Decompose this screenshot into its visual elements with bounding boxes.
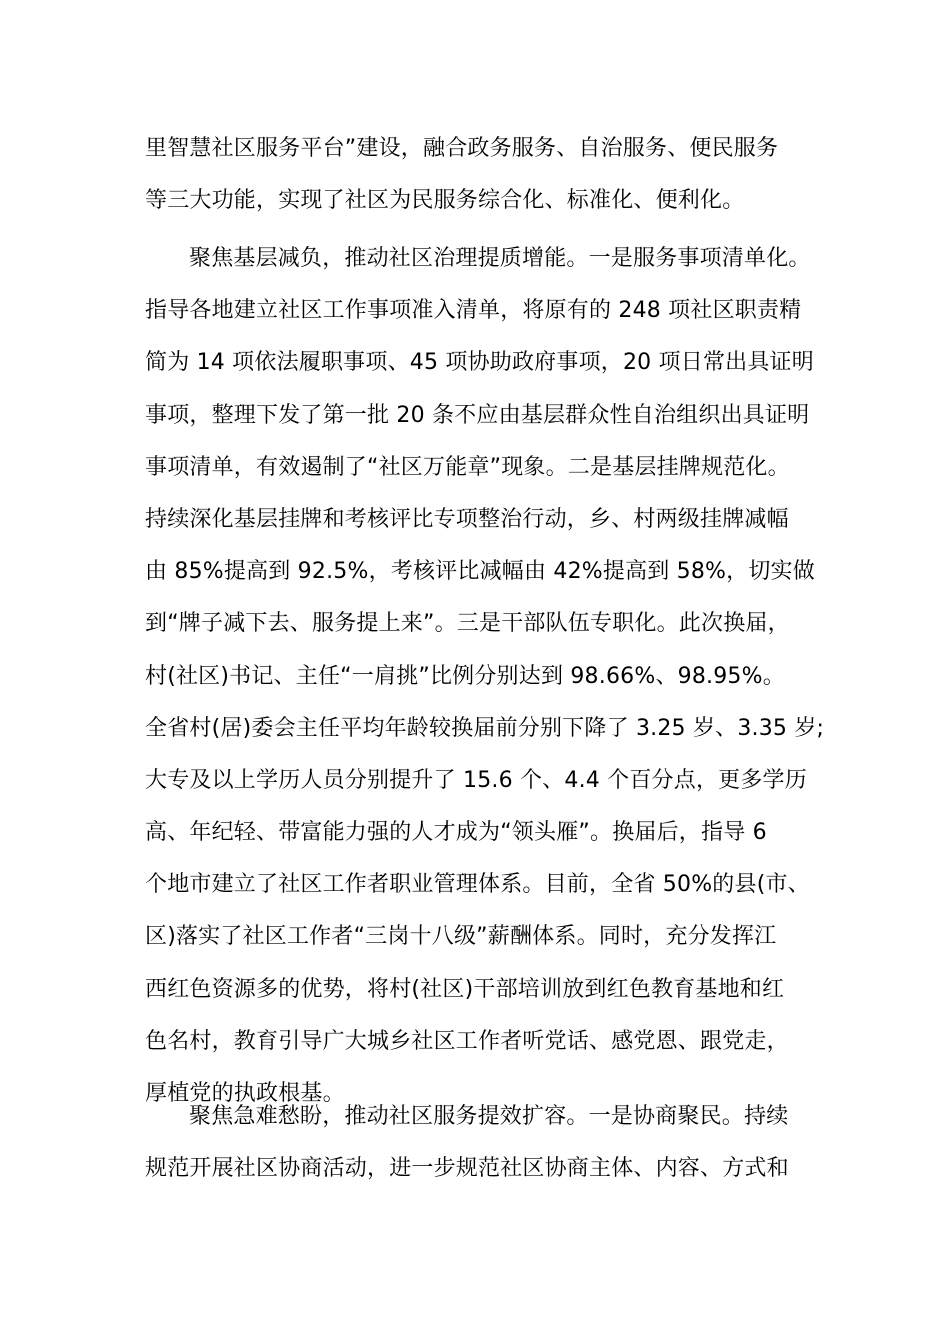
text-line: 色名村，教育引导广大城乡社区工作者听党话、感党恩、跟党走， — [145, 1028, 789, 1054]
text-line: 个地市建立了社区工作者职业管理体系。目前，全省 50%的县(市、 — [145, 872, 810, 898]
text-line: 聚焦急难愁盼，推动社区服务提效扩容。一是协商聚民。持续 — [189, 1104, 789, 1129]
text-line: 里智慧社区服务平台”建设，融合政务服务、自治服务、便民服务 — [145, 136, 779, 161]
text-line: 高、年纪轻、带富能力强的人才成为“领头雁”。换届后，指导 6 — [145, 820, 767, 846]
text-line: 村(社区)书记、主任“一肩挑”比例分别达到 98.66%、98.95%。 — [145, 663, 785, 689]
text-line: 由 85%提高到 92.5%，考核评比减幅由 42%提高到 58%，切实做 — [145, 559, 815, 585]
text-line: 厚植党的执政根基。 — [145, 1081, 345, 1106]
text-line: 大专及以上学历人员分别提升了 15.6 个、4.4 个百分点，更多学历 — [145, 767, 807, 793]
text-line: 简为 14 项依法履职事项、45 项协助政府事项，20 项日常出具证明 — [145, 350, 814, 376]
text-line: 到“牌子减下去、服务提上来”。三是干部队伍专职化。此次换届， — [145, 611, 790, 637]
text-line: 持续深化基层挂牌和考核评比专项整治行动，乡、村两级挂牌减幅 — [145, 506, 789, 532]
paragraph-3 — [145, 1091, 825, 1195]
text-line: 聚焦基层减负，推动社区治理提质增能。一是服务事项清单化。 — [189, 246, 811, 271]
text-line: 事项，整理下发了第一批 20 条不应由基层群众性自治组织出具证明 — [145, 402, 810, 428]
text-line: 事项清单，有效遏制了“社区万能章”现象。二是基层挂牌规范化。 — [145, 454, 790, 480]
text-line: 规范开展社区协商活动，进一步规范社区协商主体、内容、方式和 — [145, 1156, 789, 1182]
text-line: 指导各地建立社区工作事项准入清单，将原有的 248 项社区职责精 — [145, 298, 802, 324]
text-line: 全省村(居)委会主任平均年龄较换届前分别下降了 3.25 岁、3.35 岁; — [145, 715, 825, 741]
paragraph-1 — [145, 123, 825, 227]
text-line: 等三大功能，实现了社区为民服务综合化、标准化、便利化。 — [145, 188, 745, 214]
text-line: 西红色资源多的优势，将村(社区)干部培训放到红色教育基地和红 — [145, 976, 785, 1002]
text-line: 区)落实了社区工作者“三岗十八级”薪酬体系。同时，充分发挥江 — [145, 924, 777, 950]
paragraph-2 — [145, 233, 825, 1120]
